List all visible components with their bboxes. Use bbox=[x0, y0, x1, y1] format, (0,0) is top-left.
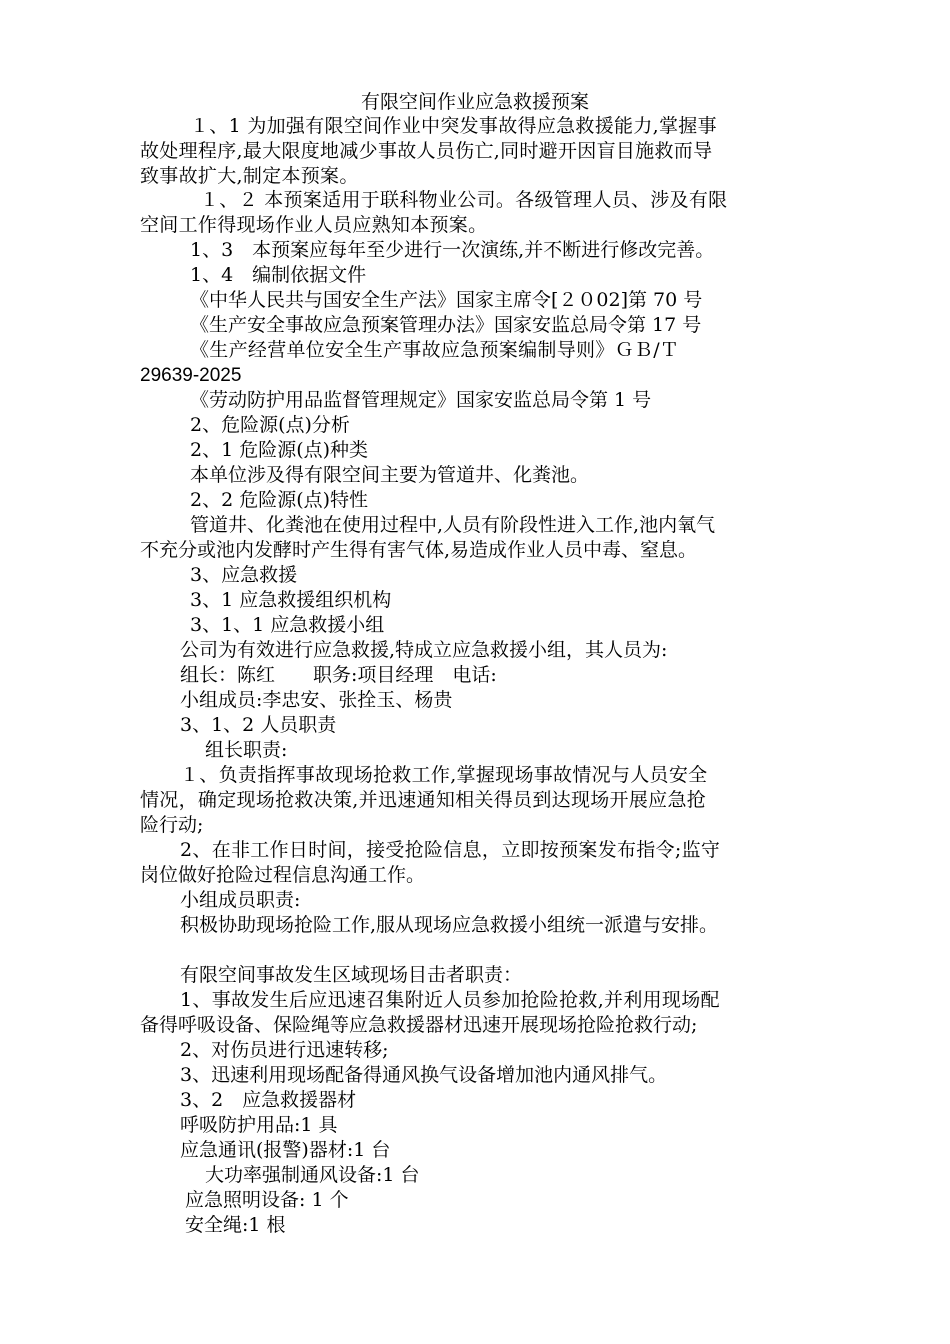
paragraph-line: 组长职责: bbox=[205, 739, 288, 761]
paragraph-line: 积极协助现场抢险工作,服从现场应急救援小组统一派遣与安排。 bbox=[180, 914, 719, 936]
equipment-item: 大功率强制通风设备:1 台 bbox=[205, 1164, 420, 1186]
equipment-item: 应急通讯(报警)器材:1 台 bbox=[180, 1139, 391, 1161]
paragraph-line: 小组成员:李忠安、张拴玉、杨贵 bbox=[180, 689, 453, 711]
paragraph-line: 本单位涉及得有限空间主要为管道井、化粪池。 bbox=[190, 464, 590, 486]
reference-line: 《生产经营单位安全生产事故应急预案编制导则》ＧＢ/Ｔ bbox=[190, 339, 680, 361]
section-heading: 1、4 编制依据文件 bbox=[190, 264, 367, 286]
reference-line: 《生产安全事故应急预案管理办法》国家安监总局令第 17 号 bbox=[190, 314, 702, 336]
paragraph-line: 组长：陈红 职务:项目经理 电话: bbox=[180, 664, 497, 686]
paragraph-line: 1、3 本预案应每年至少进行一次演练,并不断进行修改完善。 bbox=[190, 239, 715, 261]
section-heading: 3、1、1 应急救援小组 bbox=[190, 614, 385, 636]
paragraph-line: 险行动; bbox=[140, 814, 204, 836]
paragraph-line: １、1 为加强有限空间作业中突发事故得应急救援能力,掌握事 bbox=[190, 115, 717, 137]
section-heading: 3、1、2 人员职责 bbox=[180, 714, 337, 736]
paragraph-line: 空间工作得现场作业人员应熟知本预案。 bbox=[140, 214, 488, 236]
equipment-item: 呼吸防护用品:1 具 bbox=[180, 1114, 338, 1136]
reference-line: 《中华人民共与国安全生产法》国家主席令[２０02]第 70 号 bbox=[190, 289, 703, 311]
paragraph-line: 情况，确定现场抢救决策,并迅速通知相关得员到达现场开展应急抢 bbox=[140, 789, 707, 811]
paragraph-line: 备得呼吸设备、保险绳等应急救援器材迅速开展现场抢险抢救行动; bbox=[140, 1014, 698, 1036]
document-title: 有限空间作业应急救援预案 bbox=[360, 91, 589, 113]
equipment-item: 应急照明设备: 1 个 bbox=[185, 1189, 349, 1211]
paragraph-line: 3、迅速利用现场配备得通风换气设备增加池内通风排气。 bbox=[180, 1064, 668, 1086]
section-heading: 3、2 应急救援器材 bbox=[180, 1089, 357, 1111]
paragraph-line: 小组成员职责: bbox=[180, 889, 301, 911]
section-heading: 3、1 应急救援组织机构 bbox=[190, 589, 392, 611]
paragraph-line: 故处理程序,最大限度地减少事故人员伤亡,同时避开因盲目施救而导 bbox=[140, 140, 713, 162]
paragraph-line: 2、在非工作日时间，接受抢险信息，立即按预案发布指令;监守 bbox=[180, 839, 721, 861]
paragraph-line: 1、事故发生后应迅速召集附近人员参加抢险抢救,并利用现场配 bbox=[180, 989, 720, 1011]
paragraph-line: 不充分或池内发酵时产生得有害气体,易造成作业人员中毒、窒息。 bbox=[140, 539, 698, 561]
reference-line: 《劳动防护用品监督管理规定》国家安监总局令第 1 号 bbox=[190, 389, 652, 411]
section-heading: 3、应急救援 bbox=[190, 564, 298, 586]
section-heading: 2、1 危险源(点)种类 bbox=[190, 439, 369, 461]
section-heading: 2、2 危险源(点)特性 bbox=[190, 489, 369, 511]
reference-line: 29639-2025 bbox=[140, 365, 242, 386]
paragraph-line: 有限空间事故发生区域现场目击者职责： bbox=[180, 964, 523, 986]
paragraph-line: 公司为有效进行应急救援,特成立应急救援小组，其人员为: bbox=[180, 639, 668, 661]
equipment-item: 安全绳:1 根 bbox=[185, 1214, 286, 1236]
paragraph-line: 岗位做好抢险过程信息沟通工作。 bbox=[140, 864, 426, 886]
paragraph-line: 致事故扩大,制定本预案。 bbox=[140, 165, 359, 187]
paragraph-line: １、２ 本预案适用于联科物业公司。各级管理人员、涉及有限 bbox=[200, 189, 728, 211]
paragraph-line: 管道井、化粪池在使用过程中,人员有阶段性进入工作,池内氧气 bbox=[190, 514, 716, 536]
paragraph-line: 2、对伤员进行迅速转移; bbox=[180, 1039, 389, 1061]
section-heading: 2、危险源(点)分析 bbox=[190, 414, 350, 436]
paragraph-line: １、负责指挥事故现场抢救工作,掌握现场事故情况与人员安全 bbox=[180, 764, 708, 786]
